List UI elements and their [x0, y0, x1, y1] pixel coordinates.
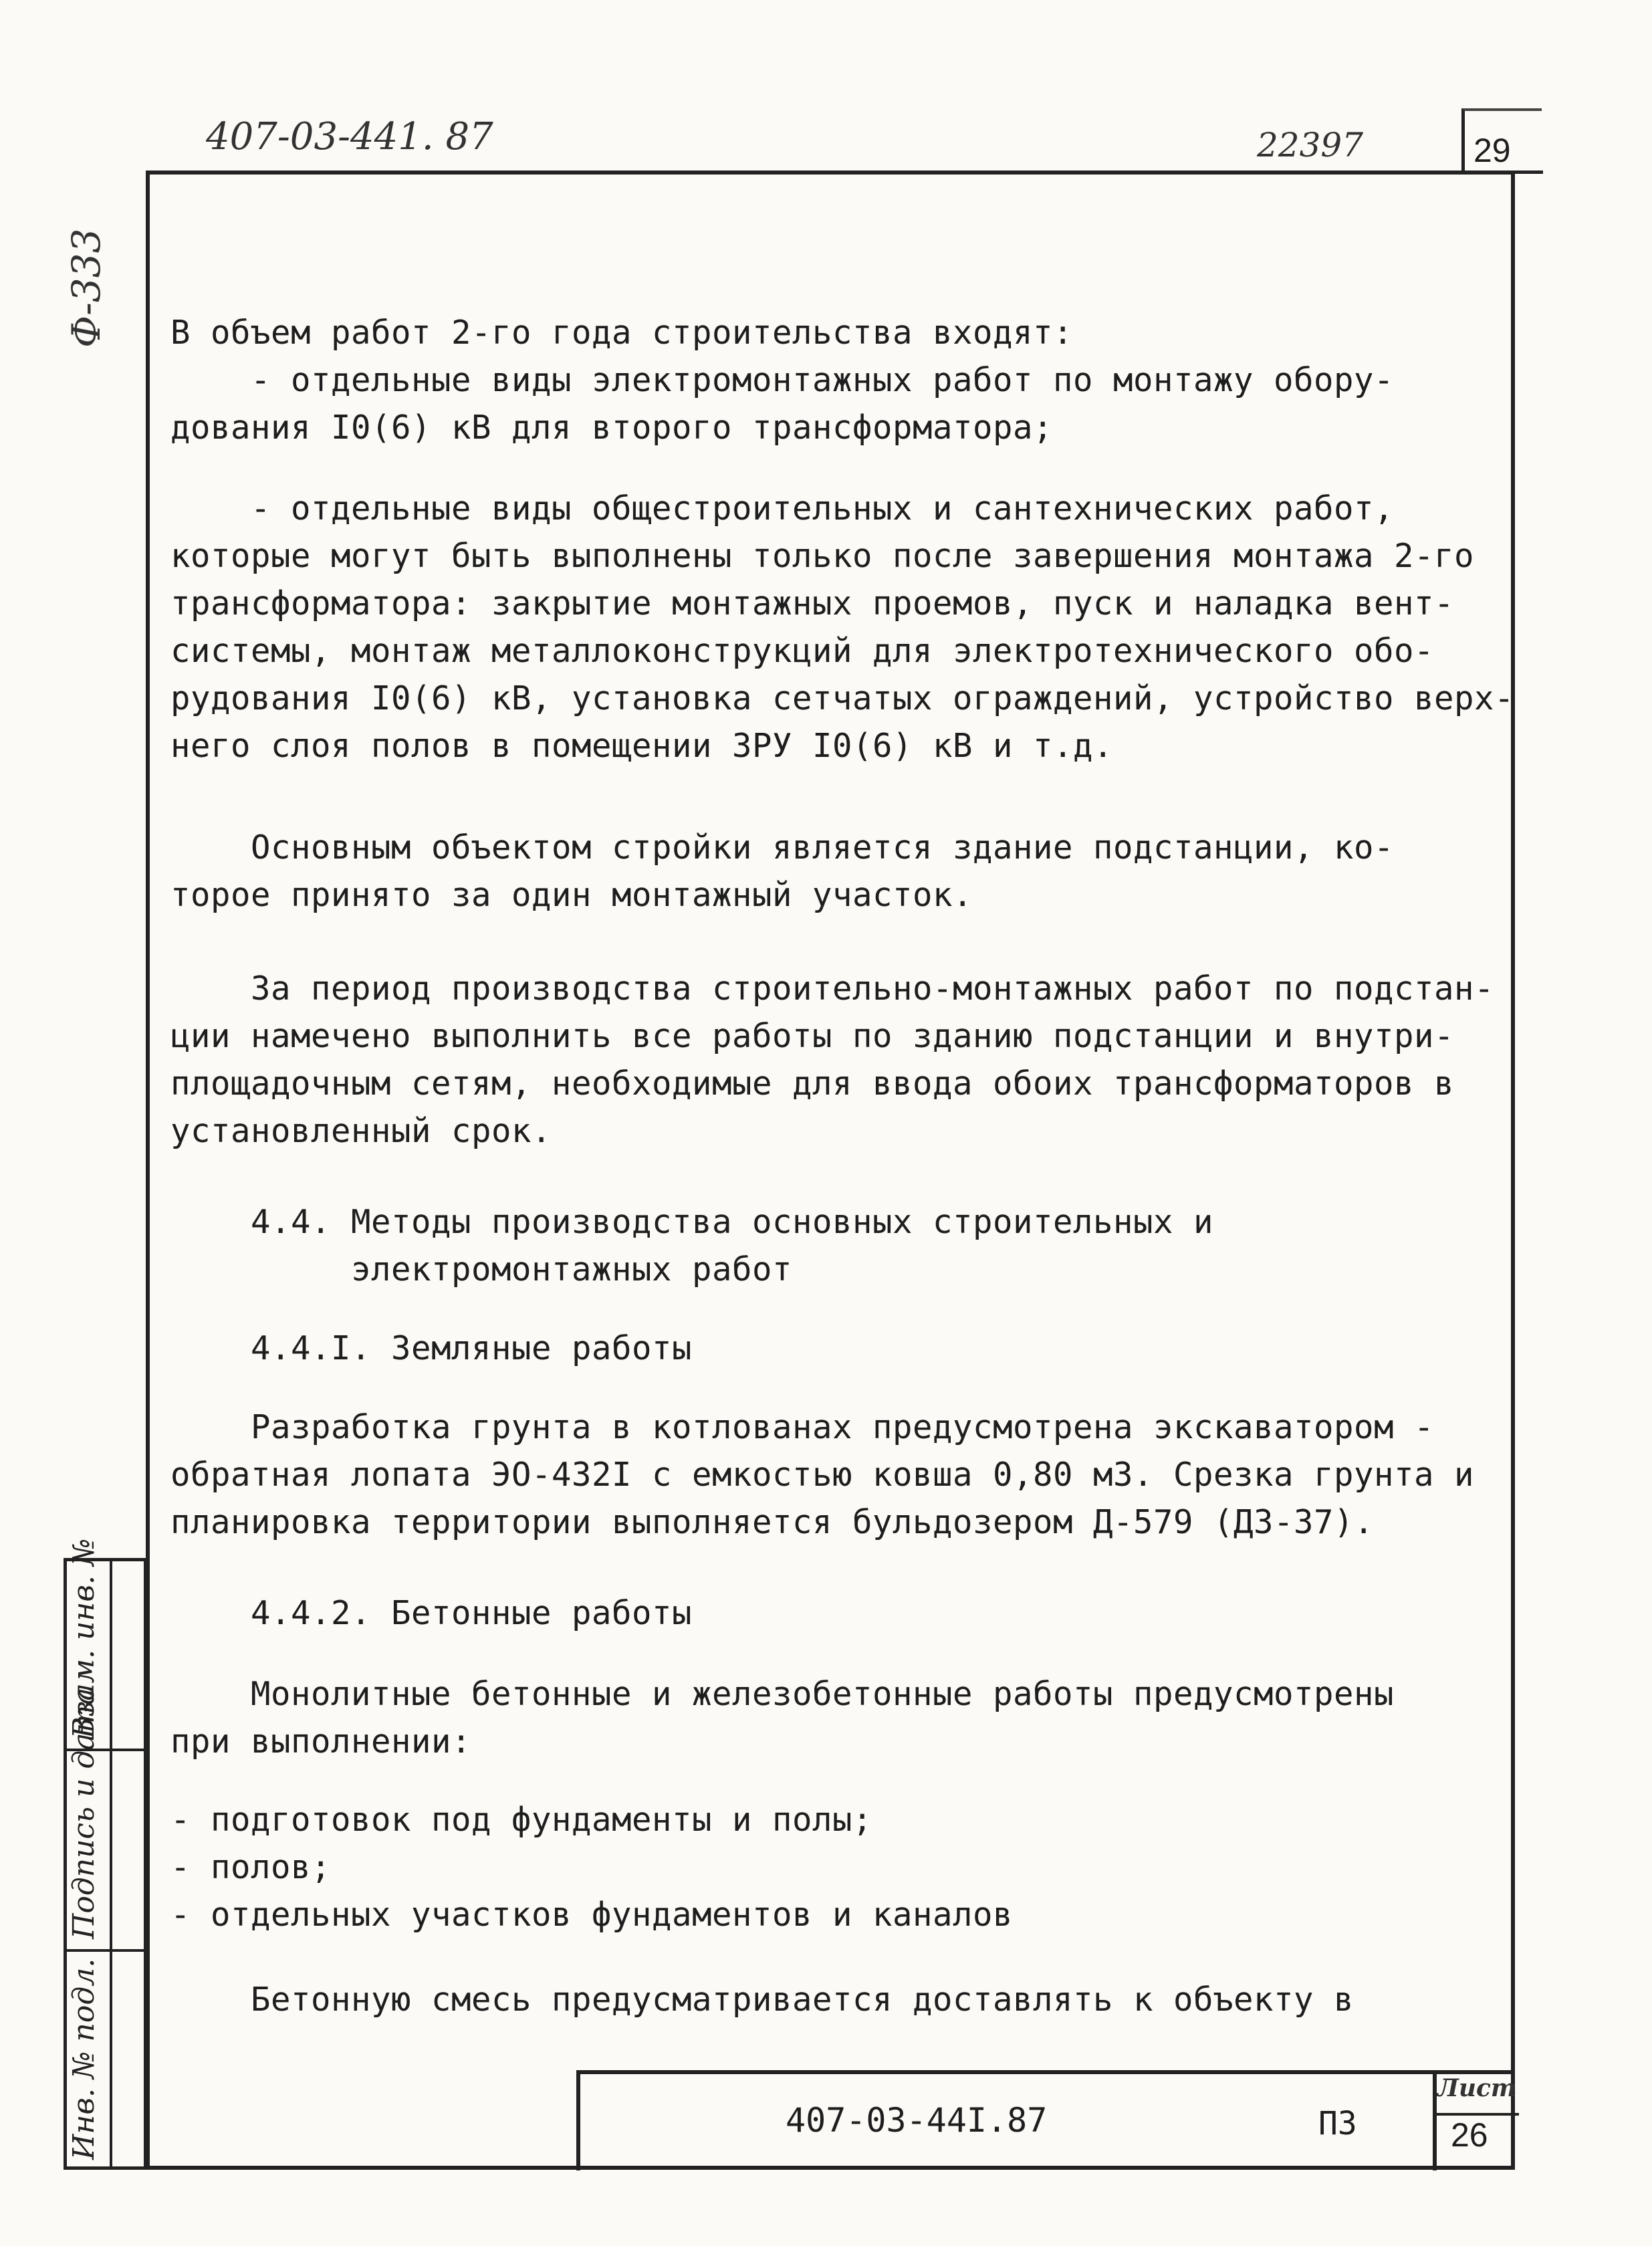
section-heading: 4.4. Методы производства основных строительных и [170, 1203, 1214, 1241]
paragraph-line: Разработка грунта в котлованах предусмотрена экскаватором - [170, 1408, 1435, 1446]
subsection-heading: 4.4.I. Земляные работы [170, 1329, 693, 1367]
section-heading: электромонтажных работ [170, 1250, 793, 1288]
paragraph-line: За период производства строительно-монтажных работ по подстан- [170, 970, 1495, 1008]
paragraph-line: Монолитные бетонные и железобетонные работы предусмотрены [170, 1675, 1395, 1713]
paragraph-line: трансформатора: закрытие монтажных проемов, пуск и наладка вент- [170, 584, 1455, 623]
paragraph-line: обратная лопата ЭО-432I с емкостью ковша 0,80 м3. Срезка грунта и [170, 1456, 1475, 1494]
paragraph-line: Основным объектом стройки является здание подстанции, ко- [170, 828, 1395, 867]
strip-vertical-line [110, 1561, 112, 2166]
paragraph-line: рудования I0(6) кВ, установка сетчатых ограждений, устройство верх- [170, 679, 1515, 717]
list-item: - подготовок под фундаменты и полы; [170, 1801, 873, 1839]
title-block-sheet-number: 26 [1451, 2116, 1488, 2154]
paragraph-line: при выполнении: [170, 1722, 472, 1761]
subsection-heading: 4.4.2. Бетонные работы [170, 1594, 693, 1632]
handwritten-document-code: 407-03-441. 87 [206, 115, 493, 158]
strip-label-podpis: Подпись и дата [67, 1687, 101, 1939]
paragraph-line: торое принято за один монтажный участок. [170, 876, 973, 914]
paragraph-line: площадочным сетям, необходимые для ввода обоих трансформаторов в [170, 1064, 1455, 1103]
paragraph-line: - отдельные виды общестроительных и сантехнических работ, [170, 489, 1395, 528]
title-block-doc-code: 407-03-44I.87 [786, 2101, 1048, 2140]
paragraph-line: дования I0(6) кВ для второго трансформатора; [170, 409, 1054, 447]
paragraph-line: системы, монтаж металлоконструкций для электротехнического обо- [170, 632, 1435, 670]
list-item: - полов; [170, 1848, 332, 1886]
strip-label-inv-podl: Инв. № подл. [67, 1958, 101, 2160]
title-block-section: ПЗ [1318, 2105, 1357, 2142]
page-frame [146, 171, 1515, 2170]
paragraph-line: установленный срок. [170, 1112, 552, 1150]
handwritten-number: 22397 [1257, 126, 1364, 164]
paragraph-line: ции намечено выполнить все работы по зданию подстанции и внутри- [170, 1017, 1455, 1055]
paragraph-line: него слоя полов в помещении ЗРУ I0(6) кВ и т.д. [170, 727, 1114, 765]
side-form-mark: Ф-333 [64, 228, 109, 348]
frame-top-line [146, 171, 1543, 174]
page-number: 29 [1473, 132, 1511, 169]
paragraph-line: В объем работ 2-го года строительства входят: [170, 314, 1074, 352]
title-block-divider [1433, 2074, 1437, 2170]
paragraph-line: - отдельные виды электромонтажных работ по монтажу обору- [170, 361, 1395, 399]
paragraph-line: которые могут быть выполнены только после завершения монтажа 2-го [170, 537, 1475, 575]
title-block-sheet-label: Лист [1437, 2074, 1517, 2102]
strip-divider [67, 1949, 144, 1952]
paragraph-line: планировка территории выполняется бульдозером Д-579 (ДЗ-37). [170, 1503, 1375, 1541]
strip-label-vzam: Взам. инв. № [67, 1538, 101, 1738]
paragraph-line: Бетонную смесь предусматривается доставлять к объекту в [170, 1981, 1354, 2019]
list-item: - отдельных участков фундаментов и каналов [170, 1896, 1014, 1934]
